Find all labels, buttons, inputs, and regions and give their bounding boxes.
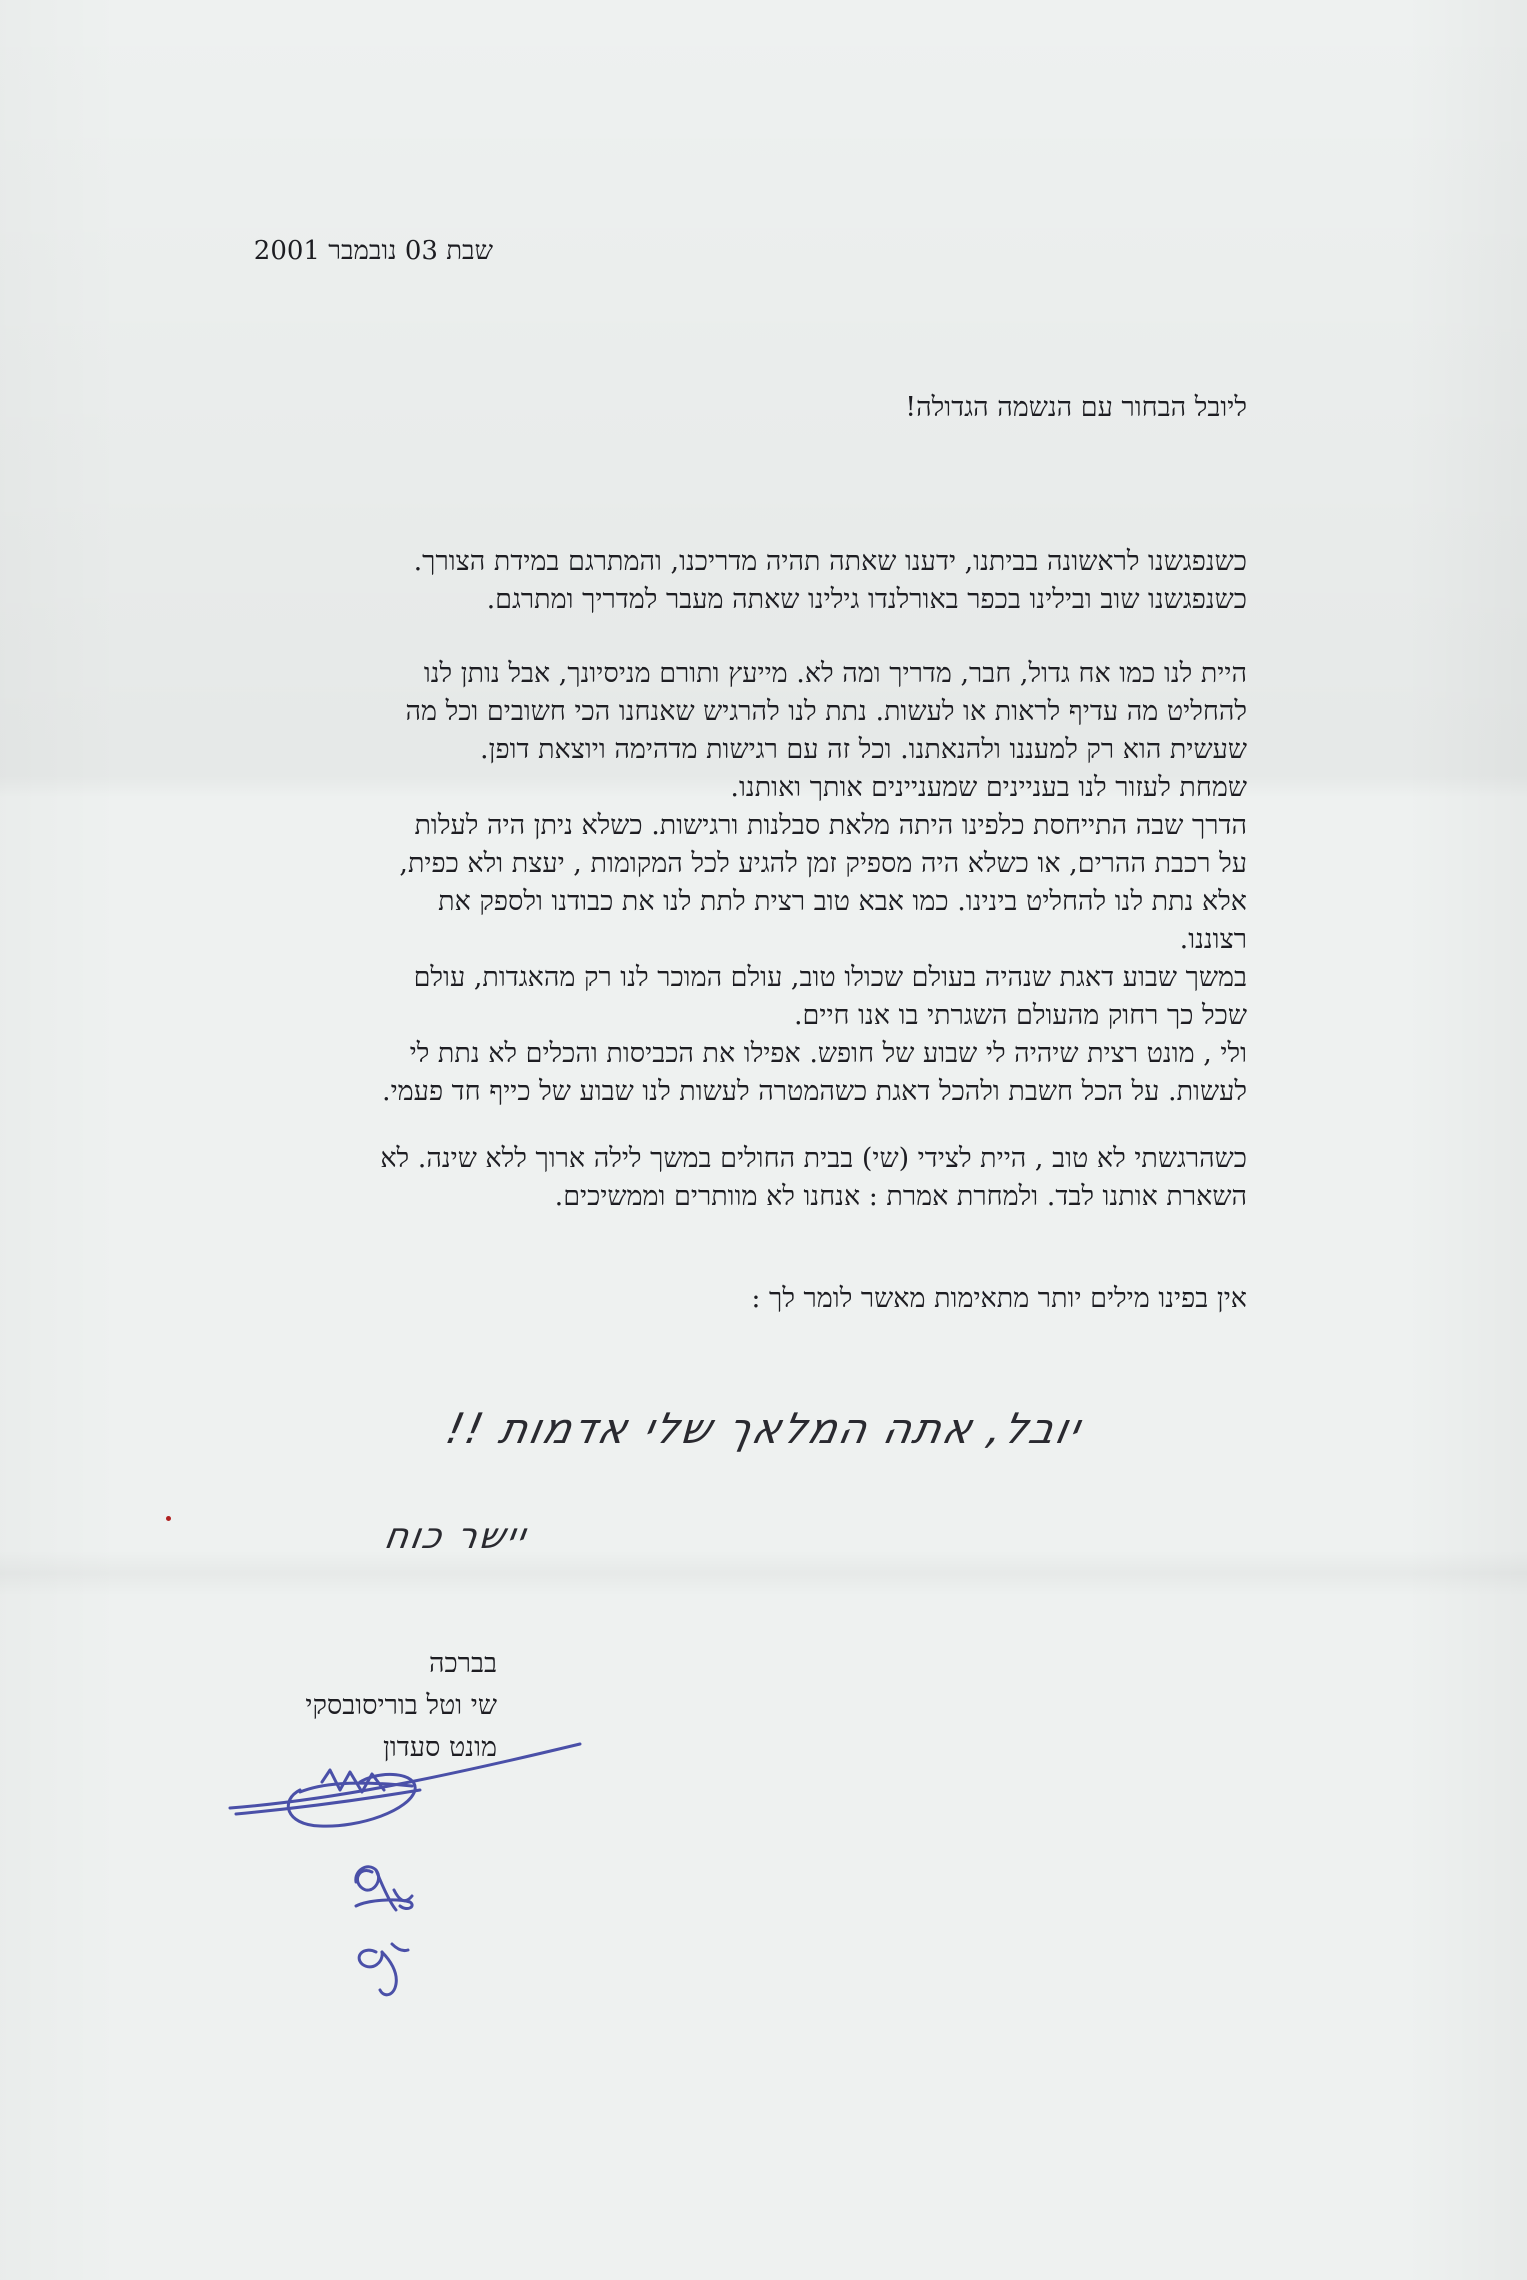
paragraph-line: ולי , מונט רצית שיהיה לי שבוע של חופש. אפילו את הכביסות והכלים לא נתת לי <box>409 1038 1247 1069</box>
paragraph-line: כשהרגשתי לא טוב , היית לצידי (שי) בבית החולים במשך לילה ארוך ללא שינה. לא <box>380 1143 1247 1174</box>
ink-dot <box>166 1516 171 1521</box>
paragraph-line: השארת אותנו לבד. ולמחרת אמרת : אנחנו לא מוותרים וממשיכים. <box>554 1181 1247 1212</box>
closing-name-2: מונט סעדון <box>383 1732 497 1763</box>
paragraph-line: שעשית הוא רק למעננו ולהנאתנו. וכל זה עם רגישות מדהימה ויוצאת דופן. <box>479 734 1247 765</box>
paragraph-1 <box>414 543 1247 619</box>
paragraph-line: כשנפגשנו שוב ובילינו בכפר באורלנדו גילינו שאתה מעבר למדריך ומתרגם. <box>486 584 1247 615</box>
paragraph-line: לעשות. על הכל חשבת ולהכל דאגת כשהמטרה לעשות לנו שבוע של כייף חד פעמי. <box>382 1076 1247 1107</box>
paragraph-line: רצוננו. <box>1179 924 1247 955</box>
paragraph-line: שכל כך רחוק מהעולם השגרתי בו אנו חיים. <box>793 1000 1247 1031</box>
paragraph-line: כשנפגשנו לראשונה בביתנו, ידענו שאתה תהיה מדריכנו, והמתרגם במידת הצורך. <box>413 546 1247 577</box>
closing-sign-off: בברכה <box>428 1648 497 1679</box>
paragraph-line: להחליט מה עדיף לראות או לעשות. נתת לנו להרגיש שאנחנו הכי חשובים וכל מה <box>405 696 1247 727</box>
handwritten-dedication: יובל, אתה המלאך שלי אדמות !! <box>441 1404 1087 1453</box>
paragraph-3 <box>380 1140 1247 1216</box>
paragraph-2 <box>382 655 1247 1111</box>
paragraph-line: שמחת לעזור לנו בעניינים שמעניינים אותך ואותנו. <box>730 772 1247 803</box>
closing-names: שי וטל בוריסובסקי <box>305 1690 497 1721</box>
paragraph-line: על רכבת ההרים, או כשלא היה מספיק זמן להגיע לכל המקומות , יעצת ולא כפית, <box>399 848 1247 879</box>
letter-date: שבת 03 נובמבר 2001 <box>253 236 493 266</box>
paragraph-line: אלא נתת לנו להחליט בינינו. כמו אבא טוב רצית לתת לנו את כבודנו ולספק את <box>438 886 1247 917</box>
handwritten-note: יישר כוח <box>381 1516 531 1557</box>
paragraph-line: היית לנו כמו אח גדול, חבר, מדריך ומה לא. מייעץ ותורם מניסיונך, אבל נותן לנו <box>423 658 1247 689</box>
paragraph-line: הדרך שבה התייחסת כלפינו היתה מלאת סבלנות ורגישות. כשלא ניתן היה לעלות <box>414 810 1247 841</box>
letter-closing <box>305 1643 497 1769</box>
paragraph-4 <box>751 1280 1247 1318</box>
letter-greeting: ליובל הבחור עם הנשמה הגדולה! <box>905 392 1247 423</box>
paragraph-line: אין בפינו מילים יותר מתאימות מאשר לומר לך : <box>751 1283 1247 1314</box>
paragraph-line: במשך שבוע דאגת שנהיה בעולם שכולו טוב, עולם המוכר לנו רק מהאגדות, עולם <box>413 962 1247 993</box>
